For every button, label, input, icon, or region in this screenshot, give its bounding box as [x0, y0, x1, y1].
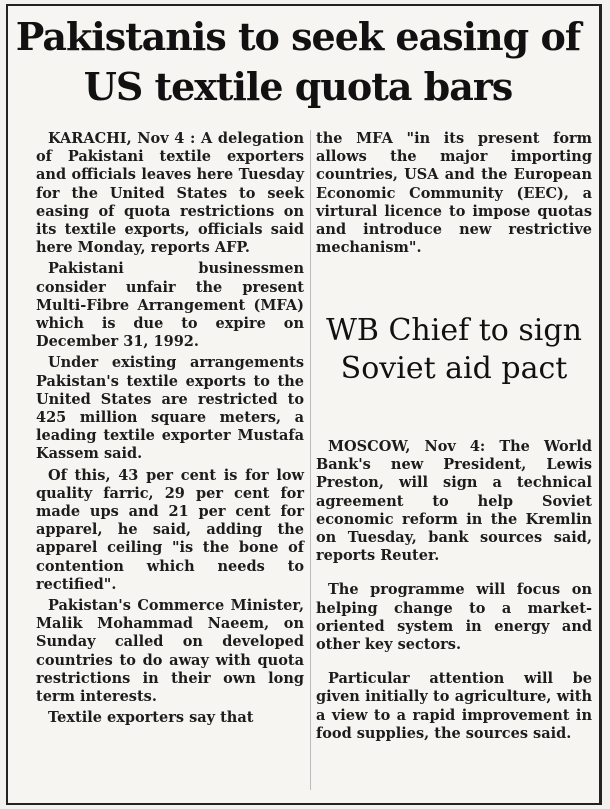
article-paragraph: Textile exporters say that — [48, 709, 254, 727]
brief-paragraph: Particular attention will be given initially to agriculture, with a view to a rapid improvement in food supplies, the sources said. — [316, 670, 592, 742]
article-paragraph-continued: the MFA "in its present form allows the major importing countries, USA and the European Economic Community (EEC), a virtural licence to impose quotas and introduce new restrictive mechanism". — [316, 130, 592, 257]
brief-paragraph: The programme will focus on helping change to a market-oriented system in energy and other key sectors. — [316, 581, 592, 654]
brief-headline: WB Chief to sign Soviet aid pact — [326, 313, 582, 386]
column-divider — [310, 130, 311, 790]
article-paragraph: Pakistani businessmen consider unfair the present Multi-Fibre Arrangement (MFA) which is due to expire on December 31, 1992. — [36, 260, 304, 351]
article-column-right — [316, 130, 592, 260]
brief-paragraph: MOSCOW, Nov 4: The World Bank's new President, Lewis Preston, will sign a technical agreement to help Soviet economic reform in the Kremlin on Tuesday, bank sources said, reports Reuter. — [316, 438, 592, 565]
article-paragraph: Of this, 43 per cent is for low quality farric, 29 per cent for made ups and 21 per cent for apparel, he said, adding the apparel ceiling "is the bone of contention which needs to rectified". — [36, 466, 304, 593]
article-paragraph: Pakistan's Commerce Minister, Malik Mohammad Naeem, on Sunday called on developed countries to do away with quota restrictions in their own long term interests. — [36, 597, 304, 706]
article-paragraph: Under existing arrangements Pakistan's textile exports to the United States are restricted to 425 million square meters, a leading textile exporter Mustafa Kassem said. — [36, 354, 304, 463]
article-column-left — [36, 130, 304, 790]
article-headline: Pakistanis to seek easing of US textile quota bars — [15, 14, 581, 109]
article-paragraph: KARACHI, Nov 4 : A delegation of Pakistani textile exporters and officials leaves here Tuesday for the United States to seek easing of quota restrictions on its textile exports, officials said here Monday, reports AFP. — [36, 130, 304, 257]
brief-column — [316, 438, 592, 759]
